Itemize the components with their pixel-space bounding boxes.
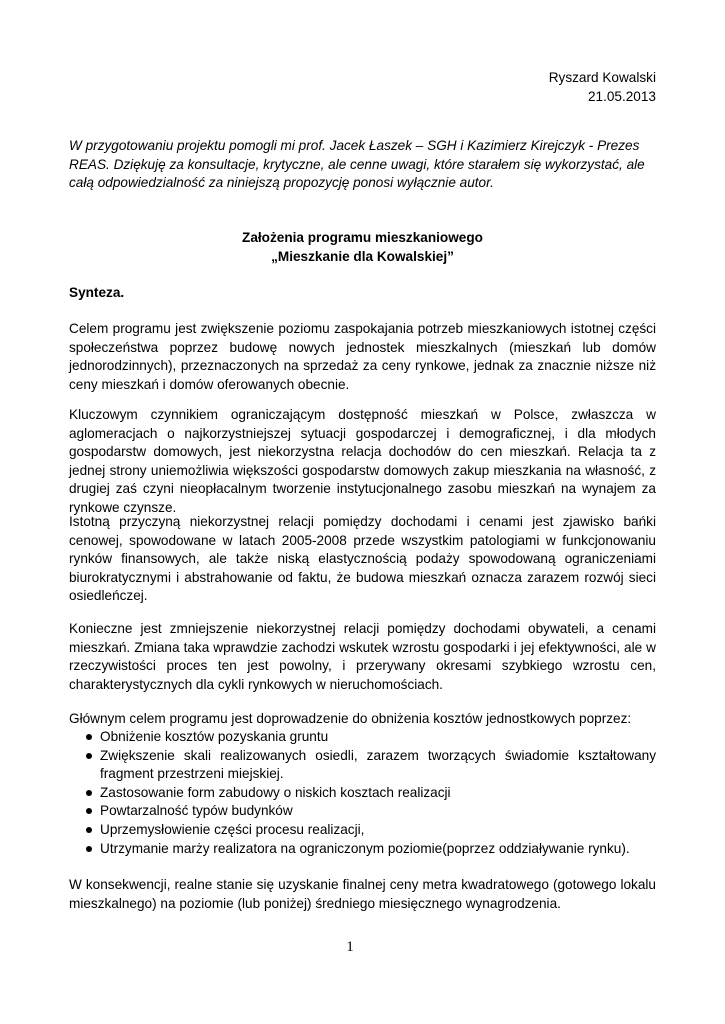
section-heading: Synteza. [69,285,125,300]
bullet-icon [86,808,92,814]
paragraph-3: Istotną przyczyną niekorzystnej relacji pomiędzy dochodami i cenami jest zjawisko bańki cenowej, spowodowane w latach 2005-2008 przede wszystkim patologiami w funkcjonowaniu rynków finansowych, ale także niską elastycznością podaży spowodowaną ograniczeniami biurokratycznymi i abstrahowanie od faktu, że budowa mieszkań oznacza zarazem rozwój sieci osiedleńczej. [69,514,656,604]
list-item: Zastosowanie form zabudowy o niskich kosztach realizacji [69,784,656,803]
bullet-icon [86,734,92,740]
title-line-1: Założenia programu mieszkaniowego [242,230,483,245]
bullet-icon [86,753,92,759]
list-item: Obniżenie kosztów pozyskania gruntu [69,728,656,747]
intro-paragraph: W przygotowaniu projektu pomogli mi prof. Jacek Łaszek – SGH i Kazimierz Kirejczyk - Prezes REAS. Dziękuję za konsultacje, krytyczne, ale cenne uwagi, które starałem się wykorzystać, ale całą odpowiedzialność za niniejszą propozycję ponosi wyłącznie autor. [69,138,645,191]
author-name: Ryszard Kowalski [548,70,656,85]
author-block [549,69,656,106]
paragraph-5-intro [69,710,656,729]
bullet-icon [86,790,92,796]
bullet-icon [86,827,92,833]
bullet-icon [86,846,92,852]
list-item: Zwiększenie skali realizowanych osiedli, zarazem tworzących świadomie kształtowany fragment przestrzeni miejskiej. [69,747,656,784]
bullet-list [69,728,656,858]
list-item: Uprzemysłowienie części procesu realizacji, [69,821,656,840]
document-date: 21.05.2013 [587,88,656,104]
paragraph-1: Celem programu jest zwiększenie poziomu zaspokajania potrzeb mieszkaniowych istotnej części społeczeństwa poprzez budowę nowych jednostek mieszkalnych (mieszkań lub domów jednorodzinnych), przeznaczonych na sprzedaż za ceny rynkowe, jednak za znacznie niższe niż ceny mieszkań i domów oferowanych obecnie. [69,321,656,392]
document-title [69,229,656,266]
title-line-2: „Mieszkanie dla Kowalskiej” [271,248,454,264]
list-item: Powtarzalność typów budynków [69,802,656,821]
paragraph-6: W konsekwencji, realne stanie się uzyskanie finalnej ceny metra kwadratowego (gotowego lokalu mieszkalnego) na poziomie (lub poniżej) średniego miesięcznego wynagrodzenia. [69,877,656,911]
paragraph-4: Konieczne jest zmniejszenie niekorzystnej relacji pomiędzy dochodami obywateli, a cenami mieszkań. Zmiana taka wprawdzie zachodzi wskutek wzrostu gospodarki i jej efektywności, ale w rzeczywistości proces ten jest powolny, i przerywany okresami szybkiego wzrostu cen, charakterystycznych dla cykli rynkowych w nieruchomościach. [69,621,656,692]
list-item: Utrzymanie marży realizatora na ograniczonym poziomie(poprzez oddziaływanie rynku). [69,840,656,859]
page-number: 1 [346,939,354,955]
bullet-list-intro: Głównym celem programu jest doprowadzenie do obniżenia kosztów jednostkowych poprzez: [69,711,632,726]
paragraph-2: Kluczowym czynnikiem ograniczającym dostępność mieszkań w Polsce, zwłaszcza w aglomeracjach o najkorzystniejszej sytuacji gospodarczej i demograficznej, i dla młodych gospodarstw domowych, jest niekorzystna relacja dochodów do cen mieszkań. Relacja ta z jednej strony uniemożliwia większości gospodarstw domowych zakup mieszkania na własność, z drugiej zaś czyni nieopłacalnym tworzenie instytucjonalnego zasobu mieszkań na wynajem za rynkowe czynsze. [69,407,656,515]
